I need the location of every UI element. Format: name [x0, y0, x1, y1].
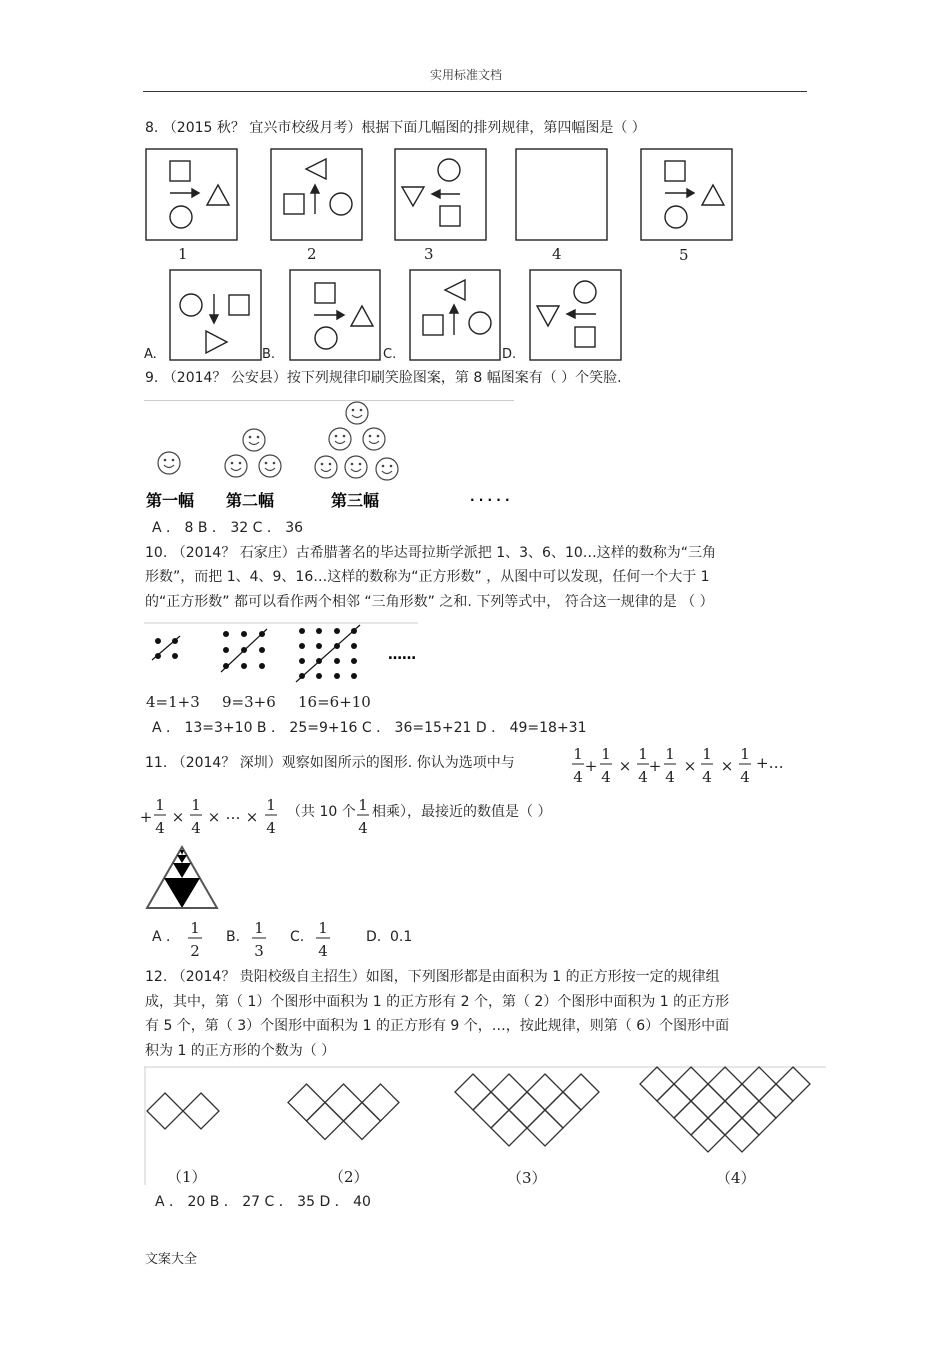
q11-expression-line-1 — [566, 742, 806, 792]
q9-ellipsis: · · · · · — [470, 493, 510, 507]
q11-line-2-text-1: （共 10 个 — [287, 804, 356, 820]
smiley-icon — [225, 455, 247, 477]
q11-option-a-num: 1 — [190, 919, 200, 937]
unit-square — [473, 1092, 509, 1128]
q10-dot-figure — [0, 618, 950, 718]
q10-options: A ． 13=3+10 B ． 25=9+16 C ． 36=15+21 D ． 49=18+31 — [152, 720, 587, 736]
q10-line-1: 10. （2014？ 石家庄）古希腊著名的毕达哥拉斯学派把 1、3、6、10…这样的数称为“三角 — [145, 545, 717, 561]
unit-square — [742, 1067, 776, 1101]
unit-square — [527, 1110, 563, 1146]
q12-line-2: 成，其中，第（ 1）个图形中面积为 1 的正方形有 2 个，第（ 2）个图形中面积为 1 的正方形 — [145, 994, 730, 1010]
q8-option-a-label: A. — [144, 347, 157, 362]
fraction-numerator: 1 — [266, 796, 276, 814]
q10-figure-label-2: 9=3+6 — [222, 693, 276, 711]
smiley-icon — [376, 458, 398, 480]
unit-square — [708, 1101, 742, 1135]
fraction-denominator: 4 — [191, 819, 201, 837]
fraction-denominator: 4 — [573, 768, 583, 786]
times-sign: × — [171, 808, 185, 826]
q11-option-d-label: D. — [366, 929, 382, 945]
q11-option-b-fraction — [249, 916, 269, 960]
fraction-numerator: 1 — [702, 745, 712, 763]
q11-option-a-den: 2 — [190, 942, 200, 960]
unit-square — [725, 1084, 759, 1118]
times-sign: × — [683, 757, 697, 775]
fraction-denominator: 4 — [665, 768, 675, 786]
unit-square — [325, 1084, 362, 1121]
fraction-numerator: 1 — [573, 745, 583, 763]
q8-figure-label-3: 3 — [424, 245, 434, 263]
page-header: 实用标准文档 — [430, 68, 503, 82]
ellipsis: … — [225, 805, 241, 823]
q11-option-c-den: 4 — [318, 942, 328, 960]
q8-figure-label-5: 5 — [679, 246, 689, 264]
q11-option-c-fraction — [313, 916, 333, 960]
fraction-denominator: 4 — [155, 819, 165, 837]
fraction-denominator: 4 — [358, 819, 368, 837]
q11-option-b-label: B. — [226, 929, 241, 945]
smiley-icon — [315, 456, 337, 478]
unit-square — [527, 1074, 563, 1110]
q8-figure-label-1: 1 — [178, 245, 188, 263]
q11-option-b-den: 3 — [254, 942, 264, 960]
fraction-numerator: 1 — [638, 745, 648, 763]
q11-option-d-value: 0.1 — [390, 929, 413, 945]
q12-diamond-figure — [140, 1063, 830, 1188]
q11-triangle-figure — [145, 843, 225, 913]
unit-square — [725, 1118, 759, 1152]
unit-square — [344, 1103, 381, 1140]
q11-option-c-num: 1 — [318, 919, 328, 937]
q12-figure-label-3: （3） — [507, 1169, 547, 1187]
times-sign: × — [720, 757, 734, 775]
fraction-denominator: 4 — [266, 819, 276, 837]
unit-square — [491, 1110, 527, 1146]
q9-options: A ． 8 B ． 32 C ． 36 — [152, 520, 304, 536]
q9-figure-label-2: 第二幅 — [226, 491, 275, 510]
q11-option-a-label: A ． — [152, 929, 181, 945]
unit-square — [640, 1067, 674, 1101]
times-sign: × — [207, 808, 221, 826]
q10-line-3: 的“正方形数” 都可以看作两个相邻 “三角形数” 之和. 下列等式中， 符合这一规律的是 （ ） — [145, 594, 714, 610]
q8-stem: 8. （2015 秋？ 宜兴市校级月考）根据下面几幅图的排列规律，第四幅图是（ ） — [145, 120, 646, 136]
q8-box-4 — [516, 149, 607, 240]
fraction-numerator: 1 — [601, 745, 611, 763]
unit-square — [759, 1084, 793, 1118]
fraction-numerator: 1 — [740, 745, 750, 763]
smiley-icon — [363, 428, 385, 450]
unit-square — [491, 1074, 527, 1110]
times-sign: × — [245, 808, 259, 826]
fraction-denominator: 4 — [601, 768, 611, 786]
smiley-icon — [243, 429, 265, 451]
q12-line-1: 12. （2014？ 贵阳校级自主招生）如图，下列图形都是由面积为 1 的正方形按一定的规律组 — [145, 969, 720, 985]
fraction-numerator: 1 — [191, 796, 201, 814]
q8-figure-label-2: 2 — [307, 245, 317, 263]
fraction-denominator: 4 — [740, 768, 750, 786]
unit-square — [288, 1084, 325, 1121]
q8-figure-label-4: 4 — [552, 245, 562, 263]
smiley-icon — [259, 455, 281, 477]
q11-expression-tail: +… — [756, 754, 784, 772]
unit-square — [307, 1103, 344, 1140]
fraction-denominator: 4 — [638, 768, 648, 786]
unit-square — [674, 1101, 708, 1135]
unit-square — [362, 1084, 399, 1121]
q8-option-d-label: D. — [502, 347, 517, 362]
fraction-numerator: 1 — [358, 796, 368, 814]
unit-square — [691, 1084, 725, 1118]
q12-figure-label-2: （2） — [329, 1168, 369, 1186]
q8-sequence-figures — [0, 140, 950, 400]
q12-figure-label-1: （1） — [167, 1168, 207, 1186]
q11-stem: 11. （2014？ 深圳）观察如图所示的图形. 你认为选项中与 — [145, 755, 515, 771]
plus-sign: + — [648, 757, 662, 775]
unit-square — [708, 1067, 742, 1101]
q9-figure-label-1: 第一幅 — [146, 491, 195, 510]
q11-option-c-label: C. — [290, 929, 305, 945]
q10-ellipsis: …… — [388, 647, 416, 663]
header-rule — [143, 91, 807, 92]
unit-square — [509, 1092, 545, 1128]
fraction-numerator: 1 — [155, 796, 165, 814]
smiley-icon — [345, 456, 367, 478]
unit-square — [545, 1092, 581, 1128]
unit-square — [742, 1101, 776, 1135]
q11-expression-line-2 — [141, 793, 281, 843]
q9-figure-label-3: 第三幅 — [331, 491, 380, 510]
unit-square — [776, 1067, 810, 1101]
plus-sign: + — [584, 757, 598, 775]
smiley-icon — [346, 402, 368, 424]
unit-square — [674, 1067, 708, 1101]
fraction-denominator: 4 — [702, 768, 712, 786]
q9-stem: 9. （2014？ 公安县）按下列规律印刷笑脸图案，第 8 幅图案有（ ）个笑脸. — [145, 370, 622, 386]
q9-smiley-figure — [0, 395, 950, 515]
q11-option-b-num: 1 — [254, 919, 264, 937]
q8-option-c-label: C. — [383, 347, 397, 362]
times-sign: × — [618, 757, 632, 775]
q10-figure-label-1: 4=1+3 — [146, 693, 200, 711]
unit-square — [691, 1118, 725, 1152]
smiley-icon — [158, 452, 180, 474]
unit-square — [455, 1074, 491, 1110]
unit-square — [183, 1093, 219, 1129]
q10-line-2: 形数”，而把 1、4、9、16…这样的数称为“正方形数” ，从图中可以发现，任何一个大于 1 — [145, 569, 710, 585]
q11-option-a-fraction — [185, 916, 205, 960]
unit-square — [657, 1084, 691, 1118]
q12-figure-label-4: （4） — [716, 1169, 756, 1187]
page-footer: 文案大全 — [145, 1252, 198, 1267]
q12-line-4: 积为 1 的正方形的个数为（ ） — [145, 1043, 336, 1059]
unit-square — [563, 1074, 599, 1110]
smiley-icon — [329, 428, 351, 450]
plus-sign: + — [139, 808, 153, 826]
q12-line-3: 有 5 个，第（ 3）个图形中面积为 1 的正方形有 9 个，…，按此规律，则第（ 6）个图形中面 — [145, 1018, 730, 1034]
unit-square — [147, 1093, 183, 1129]
q11-line-2-fraction — [353, 793, 373, 843]
q10-figure-label-3: 16=6+10 — [298, 693, 371, 711]
q11-line-2-text-2: 相乘），最接近的数值是（ ） — [372, 804, 552, 820]
q8-option-b-label: B. — [262, 347, 276, 362]
fraction-numerator: 1 — [665, 745, 675, 763]
q12-options: A ． 20 B ． 27 C ． 35 D ． 40 — [155, 1194, 371, 1210]
